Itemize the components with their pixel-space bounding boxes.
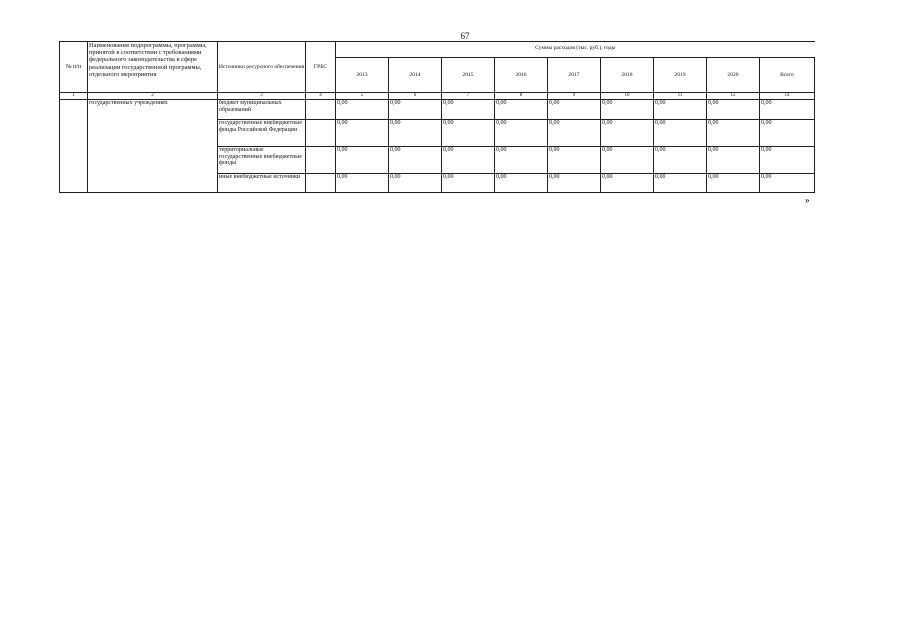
- index-cell: 7: [442, 93, 495, 100]
- value-cell: 0,00: [442, 120, 495, 147]
- value-cell: 0,00: [548, 120, 601, 147]
- header-source: Источники ресурсного обеспечения: [218, 42, 306, 93]
- value-cell: 0,00: [495, 100, 548, 120]
- source-cell: иные внебюджетные источники: [218, 174, 306, 193]
- value-cell: 0,00: [548, 100, 601, 120]
- value-cell: 0,00: [601, 174, 654, 193]
- value-cell: 0,00: [760, 147, 815, 174]
- header-year: 2020: [707, 58, 760, 93]
- header-grbs: ГРБС: [306, 42, 336, 93]
- row-number-cell: [60, 100, 88, 193]
- value-cell: 0,00: [442, 147, 495, 174]
- table-row: [60, 100, 815, 120]
- value-cell: 0,00: [707, 174, 760, 193]
- value-cell: 0,00: [548, 174, 601, 193]
- grbs-cell: [306, 100, 336, 120]
- header-row-1: [60, 42, 815, 58]
- value-cell: 0,00: [601, 100, 654, 120]
- index-cell: 11: [654, 93, 707, 100]
- header-no: № п/п: [60, 42, 88, 93]
- grbs-cell: [306, 147, 336, 174]
- index-cell: 8: [495, 93, 548, 100]
- value-cell: 0,00: [654, 120, 707, 147]
- value-cell: 0,00: [389, 100, 442, 120]
- grbs-cell: [306, 120, 336, 147]
- header-year: 2015: [442, 58, 495, 93]
- value-cell: 0,00: [601, 147, 654, 174]
- value-cell: 0,00: [760, 120, 815, 147]
- header-year: 2013: [336, 58, 389, 93]
- header-name: Наименования подпрограммы, программы, принятой в соответствии с требованиями федерального законодательства в сфере реализации государственной программы, отдельного мероприятия: [88, 42, 218, 93]
- header-year: 2017: [548, 58, 601, 93]
- value-cell: 0,00: [442, 100, 495, 120]
- header-total: Всего: [760, 58, 815, 93]
- index-cell: 12: [707, 93, 760, 100]
- value-cell: 0,00: [707, 100, 760, 120]
- value-cell: 0,00: [389, 174, 442, 193]
- grbs-cell: [306, 174, 336, 193]
- value-cell: 0,00: [548, 147, 601, 174]
- value-cell: 0,00: [336, 174, 389, 193]
- program-name-cell: государственных учреждениях: [88, 100, 218, 193]
- value-cell: 0,00: [389, 147, 442, 174]
- index-cell: 4: [306, 93, 336, 100]
- value-cell: 0,00: [654, 174, 707, 193]
- index-cell: 1: [60, 93, 88, 100]
- header-sum: Суммы расходов (тыс. руб.), годы: [336, 42, 815, 58]
- index-cell: 6: [389, 93, 442, 100]
- value-cell: 0,00: [654, 147, 707, 174]
- value-cell: 0,00: [495, 147, 548, 174]
- index-cell: 3: [218, 93, 306, 100]
- index-cell: 9: [548, 93, 601, 100]
- header-year: 2016: [495, 58, 548, 93]
- source-cell: бюджет муниципальных образований: [218, 100, 306, 120]
- closing-quote: »: [805, 195, 810, 205]
- source-cell: государственные внебюджетные фонды Российской Федерации: [218, 120, 306, 147]
- value-cell: 0,00: [707, 120, 760, 147]
- header-year: 2014: [389, 58, 442, 93]
- header-year: 2018: [601, 58, 654, 93]
- index-row: [60, 93, 815, 100]
- value-cell: 0,00: [654, 100, 707, 120]
- page-number: 67: [460, 31, 470, 41]
- value-cell: 0,00: [336, 120, 389, 147]
- value-cell: 0,00: [336, 147, 389, 174]
- value-cell: 0,00: [495, 174, 548, 193]
- value-cell: 0,00: [707, 147, 760, 174]
- value-cell: 0,00: [601, 120, 654, 147]
- expenditure-table: [59, 41, 815, 193]
- value-cell: 0,00: [389, 120, 442, 147]
- value-cell: 0,00: [442, 174, 495, 193]
- value-cell: 0,00: [336, 100, 389, 120]
- index-cell: 14: [760, 93, 815, 100]
- value-cell: 0,00: [495, 120, 548, 147]
- index-cell: 5: [336, 93, 389, 100]
- value-cell: 0,00: [760, 100, 815, 120]
- index-cell: 10: [601, 93, 654, 100]
- index-cell: 2: [88, 93, 218, 100]
- source-cell: территориальные государственные внебюджетные фонды: [218, 147, 306, 174]
- header-year: 2019: [654, 58, 707, 93]
- value-cell: 0,00: [760, 174, 815, 193]
